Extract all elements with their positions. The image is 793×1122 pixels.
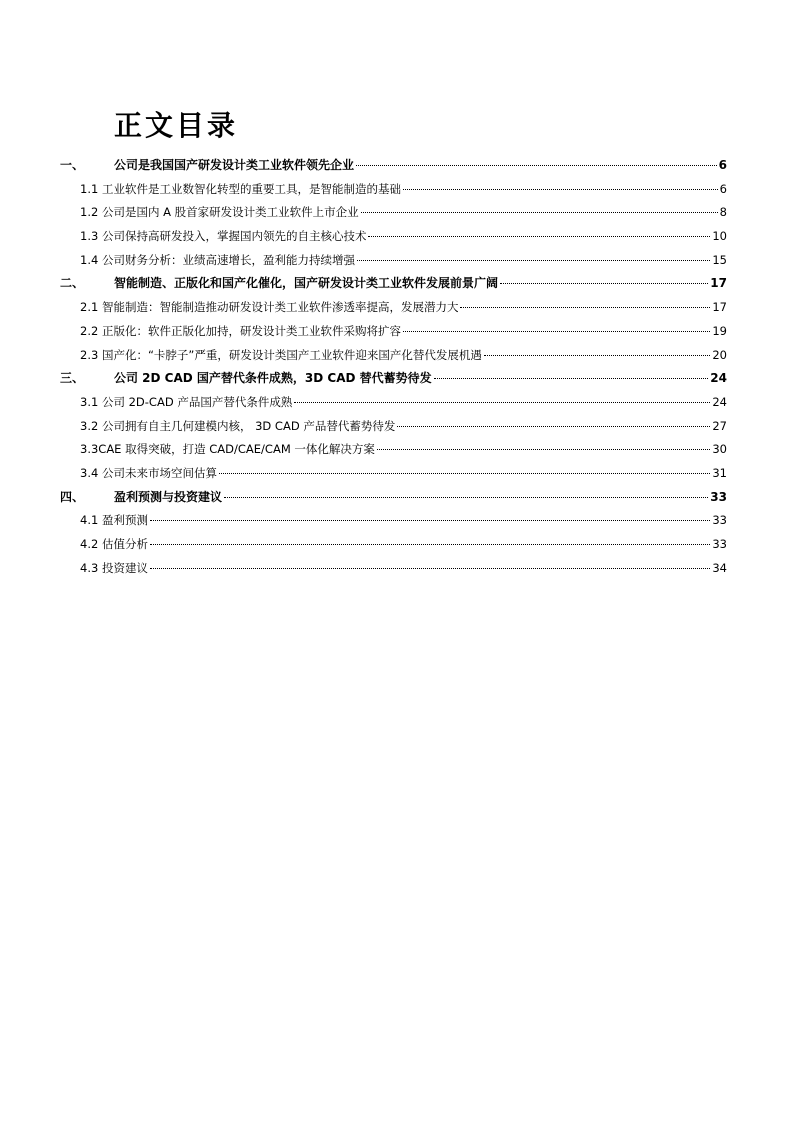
toc-dot-leader [434,378,709,379]
toc-entry-title: 4.3 投资建议 [80,560,148,575]
toc-entry-section[interactable] [60,557,727,581]
toc-dot-leader [219,473,710,474]
toc-page-number: 6 [719,181,727,196]
toc-dot-leader [150,568,710,569]
toc-chapter-number: 四、 [60,489,85,504]
toc-page-number: 30 [712,442,727,457]
toc-dot-leader [150,520,710,521]
toc-entry-section[interactable] [60,201,727,225]
toc-entry-section[interactable] [60,533,727,557]
toc-page-number: 15 [712,252,727,267]
toc-entry-chapter[interactable] [60,154,727,178]
toc-entry-section[interactable] [60,391,727,415]
toc-dot-leader [294,402,710,403]
toc-chapter-number: 二、 [60,276,85,291]
toc-entry-title: 1.1 工业软件是工业数智化转型的重要工具，是智能制造的基础 [80,181,401,196]
toc-entry-title: 2.2 正版化：软件正版化加持，研发设计类工业软件采购将扩容 [80,323,401,338]
toc-page-number: 20 [712,347,727,362]
toc-page-number: 33 [712,513,727,528]
toc-entry-section[interactable] [60,509,727,533]
toc-entry-title: 盈利预测与投资建议 [114,489,223,504]
toc-dot-leader [397,426,710,427]
toc-entry-title: 智能制造、正版化和国产化催化，国产研发设计类工业软件发展前景广阔 [114,276,499,291]
toc-page-number: 17 [712,300,727,315]
toc-entry-section[interactable] [60,320,727,344]
toc-page-number: 33 [712,537,727,551]
toc-page-number: 27 [712,418,727,433]
toc-dot-leader [500,283,708,284]
toc-dot-leader [224,497,708,498]
toc-entry-title: 公司 2D CAD 国产替代条件成熟，3D CAD 替代蓄势待发 [114,371,432,386]
toc-page-number: 24 [710,371,727,386]
toc-entry-section[interactable] [60,462,727,486]
toc-entry-section[interactable] [60,249,727,273]
toc-entry-section[interactable] [60,415,727,439]
toc-dot-leader [150,544,710,545]
toc-page-number: 33 [710,489,727,504]
toc-dot-leader [403,189,718,190]
toc-entry-section[interactable] [60,178,727,202]
toc-entry-title: 4.2 估值分析 [80,537,148,551]
toc-page-number: 24 [712,394,727,409]
toc-dot-leader [484,355,711,356]
toc-dot-leader [368,236,710,237]
toc-entry-title: 3.4 公司未来市场空间估算 [80,465,217,480]
toc-dot-leader [403,331,710,332]
toc-page-number: 19 [712,323,727,338]
toc-entry-chapter[interactable] [60,486,727,510]
toc-entry-title: 1.2 公司是国内 A 股首家研发设计类工业软件上市企业 [80,205,359,220]
toc-entry-section[interactable] [60,438,727,462]
toc-entry-title: 2.1 智能制造：智能制造推动研发设计类工业软件渗透率提高，发展潜力大 [80,300,459,315]
toc-page-number: 34 [712,560,727,575]
toc-entry-title: 1.3 公司保持高研发投入，掌握国内领先的自主核心技术 [80,229,367,244]
toc-dot-leader [357,260,710,261]
toc-chapter-number: 三、 [60,371,85,386]
toc-entry-title: 公司是我国国产研发设计类工业软件领先企业 [114,158,355,172]
toc-entry-title: 4.1 盈利预测 [80,513,148,528]
toc-entry-chapter[interactable] [60,367,727,391]
toc-entry-title: 3.3CAE 取得突破，打造 CAD/CAE/CAM 一体化解决方案 [80,442,375,457]
toc-entry-section[interactable] [60,225,727,249]
table-of-contents [60,154,727,580]
toc-entry-section[interactable] [60,296,727,320]
toc-page-number: 31 [712,465,727,480]
toc-dot-leader [377,449,710,450]
toc-page-number: 10 [712,229,727,244]
toc-entry-chapter[interactable] [60,272,727,296]
toc-entry-title: 3.1 公司 2D-CAD 产品国产替代条件成熟 [80,394,293,409]
toc-dot-leader [460,307,710,308]
toc-page-number: 6 [718,158,727,172]
page-title: 正文目录 [114,109,239,142]
toc-dot-leader [361,212,718,213]
toc-entry-title: 3.2 公司拥有自主几何建模内核， 3D CAD 产品替代蓄势待发 [80,418,396,433]
toc-entry-title: 2.3 国产化：“卡脖子”严重，研发设计类国产工业软件迎来国产化替代发展机遇 [80,347,482,362]
toc-chapter-number: 一、 [60,158,85,172]
toc-page-number: 17 [710,276,727,291]
toc-entry-section[interactable] [60,344,727,368]
toc-entry-title: 1.4 公司财务分析：业绩高速增长，盈利能力持续增强 [80,252,355,267]
toc-page-number: 8 [719,205,727,220]
toc-dot-leader [356,165,717,166]
